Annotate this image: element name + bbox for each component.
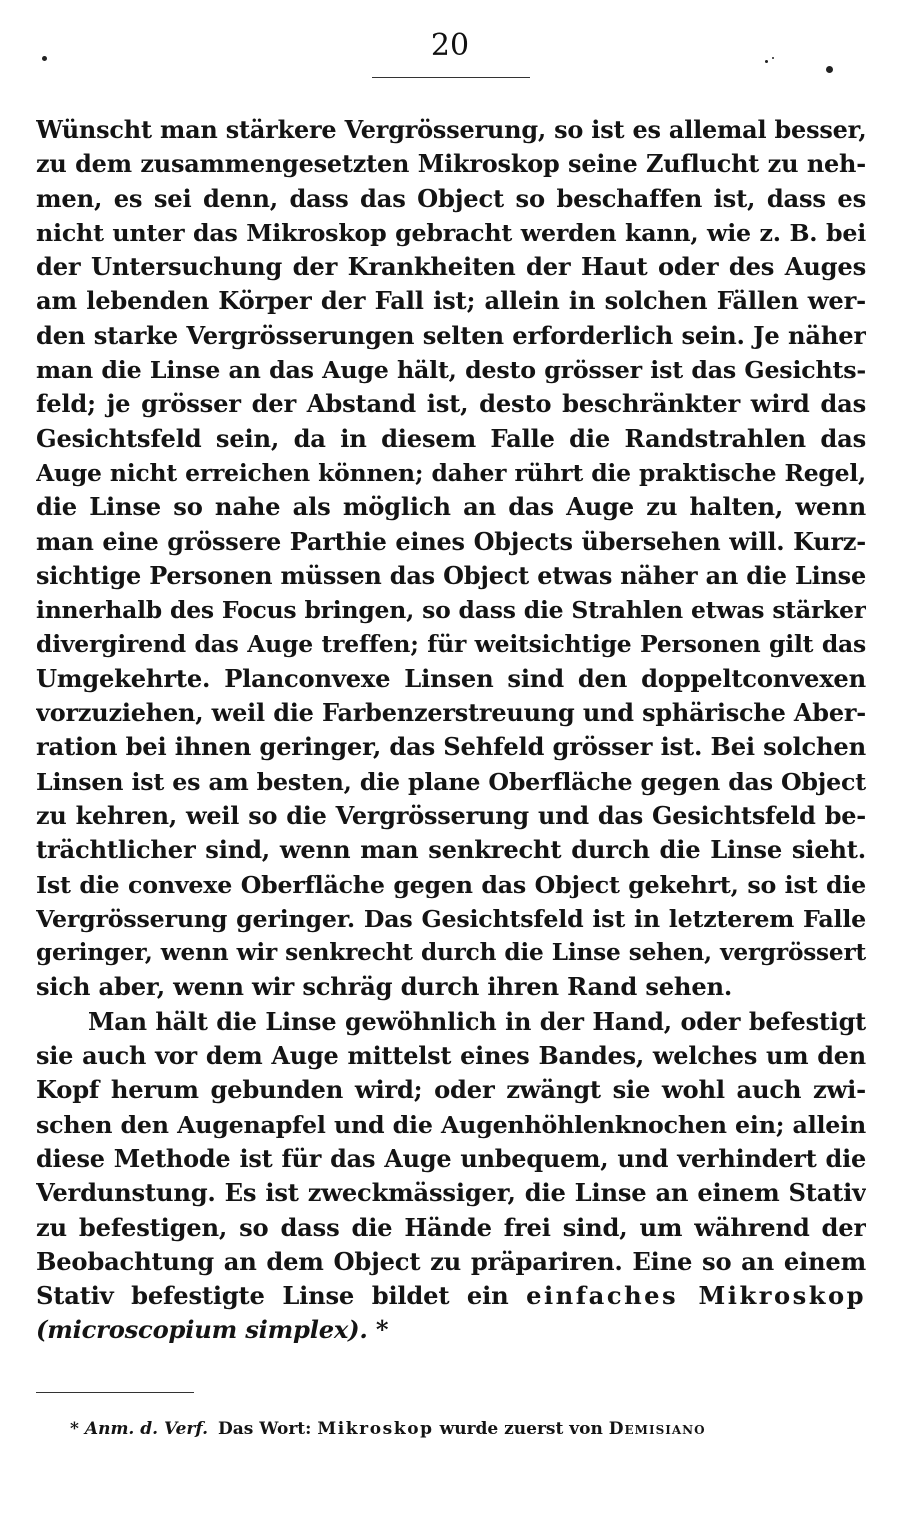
text-line: diese Methode ist für das Auge unbequem, und verhindert die bbox=[36, 1144, 866, 1173]
text-line: man eine grössere Parthie eines Objects übersehen will. Kurz- bbox=[36, 527, 866, 556]
text-line bbox=[36, 1313, 866, 1347]
text-line: der Untersuchung der Krankheiten der Haut oder des Auges bbox=[36, 252, 866, 282]
footnote-spaced-word: Mikroskop bbox=[317, 1419, 434, 1439]
text-line: trächtlicher sind, wenn man senkrecht durch die Linse sieht. bbox=[36, 835, 866, 865]
ink-speck bbox=[765, 60, 768, 63]
footnote-text: wurde zuerst von bbox=[433, 1419, 609, 1439]
text-line: zu dem zusammengesetzten Mikroskop seine Zuflucht zu neh- bbox=[36, 150, 866, 179]
text-line: Man hält die Linse gewöhnlich in der Hand, oder befestigt bbox=[88, 1007, 866, 1036]
footnote-name: Demisiano bbox=[608, 1419, 706, 1439]
text-line: am lebenden Körper der Fall ist; allein in solchen Fällen wer- bbox=[36, 286, 866, 316]
text-line: sich aber, wenn wir schräg durch ihren Rand sehen. bbox=[36, 972, 733, 1002]
text-line: schen den Augenapfel und die Augenhöhlenknochen ein; allein bbox=[36, 1110, 866, 1139]
text-line: Umgekehrte. Planconvexe Linsen sind den doppeltconvexen bbox=[36, 663, 866, 693]
text-line: Vergrösserung geringer. Das Gesichtsfeld ist in letzterem Falle bbox=[36, 904, 866, 933]
ink-speck bbox=[42, 56, 47, 61]
spaced-term: einfaches Mikroskop bbox=[526, 1281, 866, 1311]
text-line: geringer, wenn wir senkrecht durch die Linse sehen, vergrössert bbox=[36, 939, 866, 967]
text-line: den starke Vergrösserungen selten erforderlich sein. Je näher bbox=[36, 320, 866, 350]
footnote-star: * bbox=[70, 1419, 79, 1439]
text-line: Linsen ist es am besten, die plane Oberfläche gegen das Object bbox=[36, 767, 866, 796]
text-line: Gesichtsfeld sein, da in diesem Falle die Randstrahlen das bbox=[36, 423, 866, 453]
footnote-rule bbox=[36, 1392, 194, 1393]
footnote bbox=[70, 1417, 870, 1441]
text-line: Auge nicht erreichen können; daher rührt die praktische Regel, bbox=[36, 458, 866, 487]
footnote-text: Das Wort: bbox=[218, 1419, 318, 1439]
ink-speck bbox=[826, 66, 833, 73]
text-line: sichtige Personen müssen das Object etwas näher an die Linse bbox=[36, 561, 866, 590]
text-line: zu befestigen, so dass die Hände frei sind, um während der bbox=[36, 1212, 866, 1242]
text-line: feld; je grösser der Abstand ist, desto beschränkter wird das bbox=[36, 389, 866, 419]
footnote-abbrev: Anm. d. Verf. bbox=[84, 1419, 209, 1439]
text-line: Beobachtung an dem Object zu präpariren. Eine so an einem bbox=[36, 1246, 866, 1276]
text-line: innerhalb des Focus bringen, so dass die Strahlen etwas stärker bbox=[36, 596, 866, 625]
text-line bbox=[36, 1279, 866, 1313]
text-line: ration bei ihnen geringer, das Sehfeld grösser ist. Bei solchen bbox=[36, 732, 866, 762]
text-line: Verdunstung. Es ist zweckmässiger, die Linse an einem Stativ bbox=[36, 1178, 866, 1208]
latin-term: (microscopium simplex). bbox=[36, 1315, 368, 1345]
text-line: Ist die convexe Oberfläche gegen das Object gekehrt, so ist die bbox=[36, 870, 866, 899]
text-fragment: Stativ befestigte Linse bildet ein bbox=[36, 1281, 527, 1311]
page-number: 20 bbox=[430, 28, 470, 63]
body-text bbox=[36, 113, 866, 1348]
text-line: nicht unter das Mikroskop gebracht werden kann, wie z. B. bei bbox=[36, 218, 866, 247]
text-line: sie auch vor dem Auge mittelst eines Bandes, welches um den bbox=[36, 1042, 866, 1071]
text-line: zu kehren, weil so die Vergrösserung und das Gesichtsfeld be- bbox=[36, 801, 866, 830]
footnote-marker: * bbox=[367, 1315, 389, 1345]
text-line: divergirend das Auge treffen; für weitsichtige Personen gilt das bbox=[36, 630, 866, 659]
text-line: vorzuziehen, weil die Farbenzerstreuung und sphärische Aber- bbox=[36, 699, 866, 728]
text-line: Wünscht man stärkere Vergrösserung, so ist es allemal besser, bbox=[36, 116, 866, 144]
text-line: Kopf herum gebunden wird; oder zwängt sie wohl auch zwi- bbox=[36, 1075, 866, 1105]
text-line: men, es sei denn, dass das Object so beschaffen ist, dass es bbox=[36, 183, 866, 213]
header-rule bbox=[372, 77, 530, 78]
ink-speck bbox=[772, 57, 774, 59]
text-line: man die Linse an das Auge hält, desto grösser ist das Gesichts- bbox=[36, 356, 866, 385]
text-line: die Linse so nahe als möglich an das Auge zu halten, wenn bbox=[36, 492, 866, 522]
